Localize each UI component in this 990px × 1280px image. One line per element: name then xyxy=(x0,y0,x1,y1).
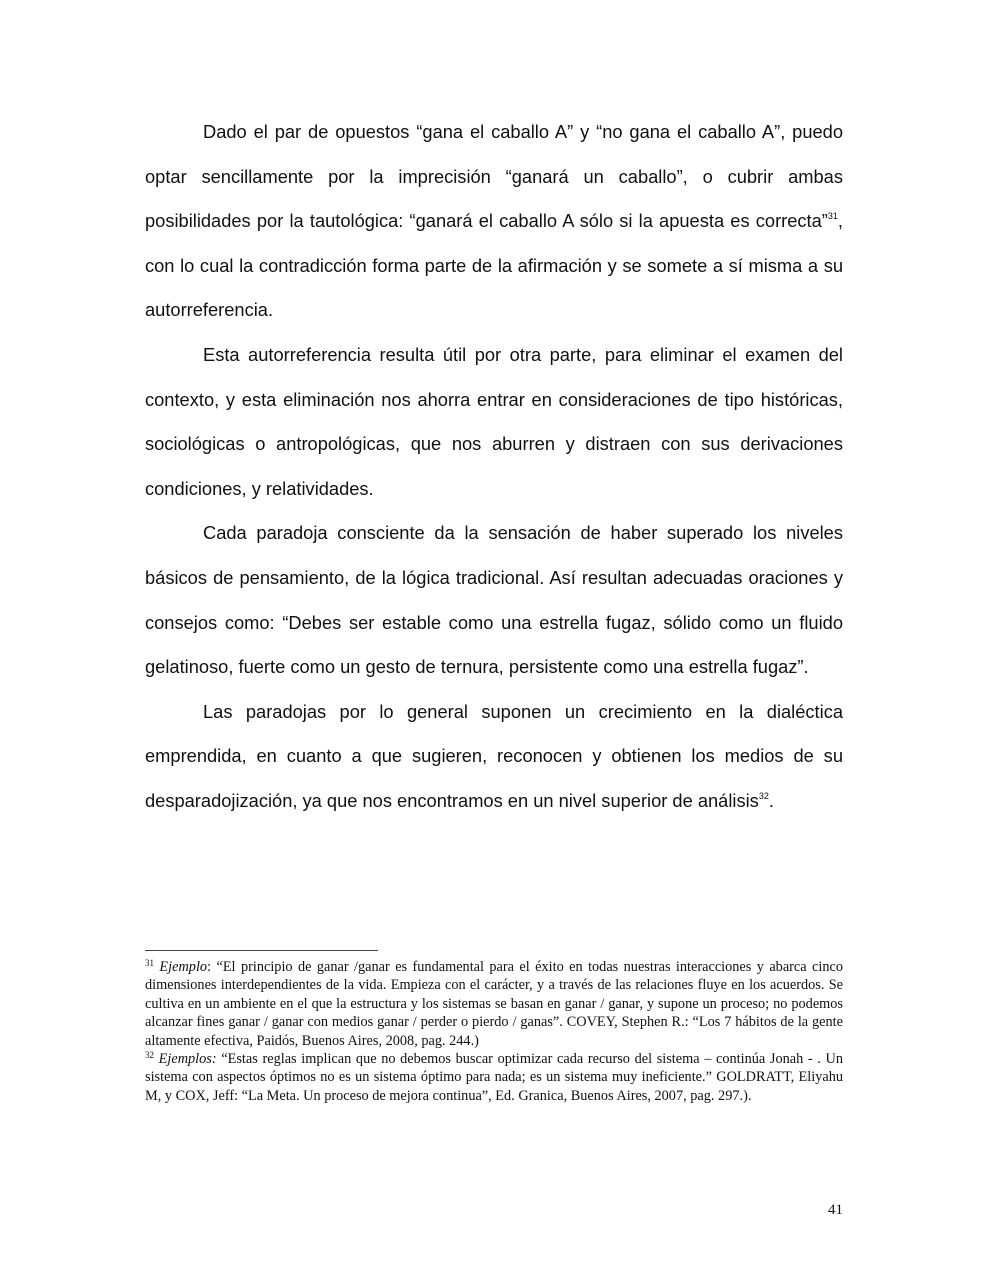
page-number: 41 xyxy=(828,1202,843,1218)
paragraph-text: Las paradojas por lo general suponen un crecimiento en la dialéctica emprendida, en cuanto a que sugieren, reconocen y obtienen los medios de su desparadojización, ya que nos encontramos en un nivel superior de análisis xyxy=(145,700,843,811)
footnote-31 xyxy=(145,958,843,1050)
footnote-label: Ejemplo xyxy=(159,959,208,975)
paragraph xyxy=(145,511,843,689)
footnote-text: “El principio de ganar /ganar es fundamental para el éxito en todas nuestras interacciones y abarca cinco dimensiones interdependientes de la vida. Empieza con el carácter, y a través de las relaciones fluye en los acuerdos. Se cultiva en un ambiente en el que la estructura y los sistemas se basan en ganar / ganar, y supone un proceso; no podemos alcanzar fines ganar / ganar con medios ganar / perder o pierdo / ganas”. COVEY, Stephen R.: “Los 7 hábitos de la gente altamente efectiva, Paidós, Buenos Aires, 2008, pag. 244.) xyxy=(145,959,843,1049)
paragraph xyxy=(145,690,843,824)
paragraph xyxy=(145,333,843,511)
footnotes xyxy=(145,958,843,1105)
paragraph-text-continued: . xyxy=(768,789,774,811)
footnote-label-suffix: : xyxy=(207,959,212,975)
paragraph-text: Cada paradoja consciente da la sensación de haber superado los niveles básicos de pensamiento, de la lógica tradicional. Así resultan adecuadas oraciones y consejos como: “Debes ser estable como una estrella fugaz, sólido como un fluido gelatinoso, fuerte como un gesto de ternura, persistente como una estrella fugaz”. xyxy=(145,522,843,678)
paragraph-text: Dado el par de opuestos “gana el caballo A” y “no gana el caballo A”, puedo optar sencillamente por la imprecisión “ganará un caballo”, o cubrir ambas posibilidades por la tautológica: “ganará el caballo A sólo si la apuesta es correcta” xyxy=(145,121,843,232)
paragraph xyxy=(145,110,843,333)
footnote-number: 31 xyxy=(145,958,154,968)
footnote-text: “Estas reglas implican que no debemos buscar optimizar cada recurso del sistema – continúa Jonah - . Un sistema con aspectos óptimos no es un sistema óptimo para nada; es un sistema muy ineficiente.” GOLDRATT, Eliyahu M, y COX, Jeff: “La Meta. Un proceso de mejora continua”, Ed. Granica, Buenos Aires, 2007, pag. 297.). xyxy=(145,1051,844,1104)
footnote-number: 32 xyxy=(145,1050,154,1061)
body-text xyxy=(145,110,843,824)
footnote-ref-32[interactable]: 32 xyxy=(758,790,769,801)
footnote-separator xyxy=(145,950,378,951)
footnote-ref-31[interactable]: 31 xyxy=(827,211,838,222)
footnote-32 xyxy=(145,1050,843,1105)
footnote-label: Ejemplos: xyxy=(158,1051,217,1068)
paragraph-text-continued: , con lo cual la contradicción forma parte de la afirmación y se somete a sí misma a su autorreferencia. xyxy=(145,210,843,321)
paragraph-text: Esta autorreferencia resulta útil por otra parte, para eliminar el examen del contexto, y esta eliminación nos ahorra entrar en consideraciones de tipo históricas, sociológicas o antropológicas, que nos aburren y distraen con sus derivaciones condiciones, y relatividades. xyxy=(145,343,843,499)
